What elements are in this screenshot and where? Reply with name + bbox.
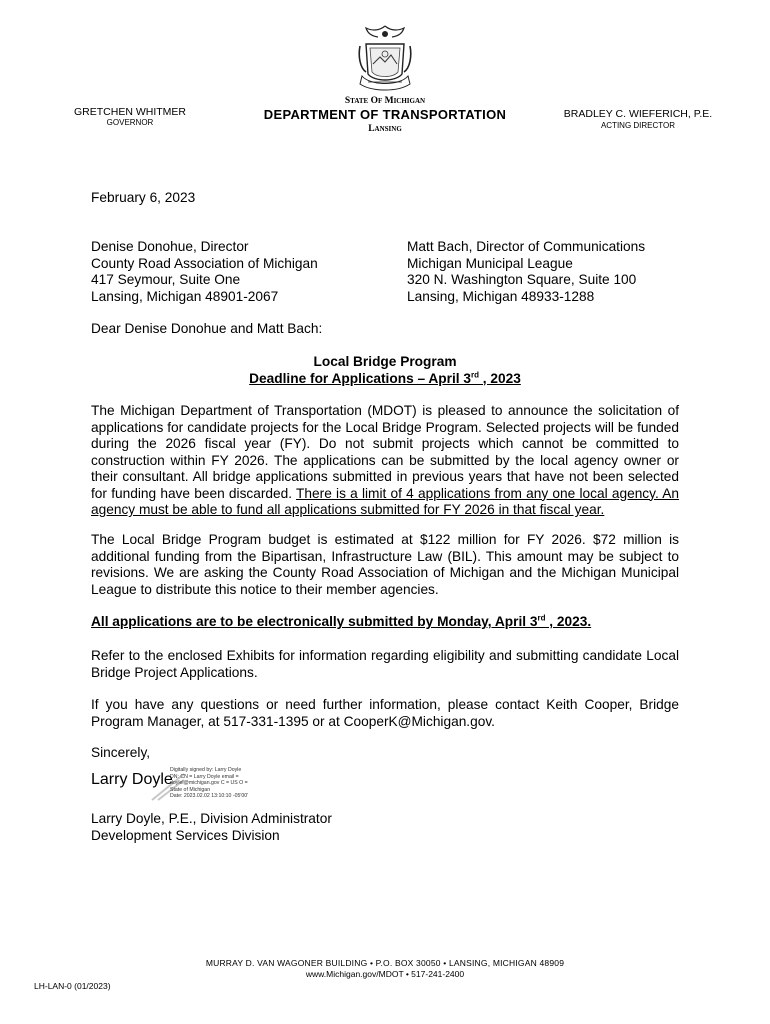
signer-name-title: Larry Doyle, P.E., Division Administrator [91,811,332,826]
notice-ordinal: rd [537,613,546,623]
address-line: Matt Bach, Director of Communications [407,239,646,254]
digital-signature-line: DN: CN = Larry Doyle email = [170,773,239,780]
digital-signature-line: Date: 2023.02.02 13:10:10 -05'00' [170,793,249,800]
digital-signature-line: State of Michigan [170,786,211,793]
address-line: 320 N. Washington Square, Suite 100 [407,272,637,287]
address-line: Michigan Municipal League [407,255,573,271]
footer-address: MURRAY D. VAN WAGONER BUILDING • P.O. BOX 30050 • LANSING, MICHIGAN 48909 [205,958,565,968]
footer-web-phone: www.Michigan.gov/MDOT • 517-241-2400 [305,969,465,979]
deadline-year: , 2023 [478,370,521,386]
signature-name: Larry Doyle [91,771,173,788]
address-line: Lansing, Michigan 48933-1288 [407,288,595,304]
closing: Sincerely, [91,745,151,760]
director-title: ACTING DIRECTOR [600,121,676,130]
digital-signature-block [170,767,250,800]
address-line: Lansing, Michigan 48901-2067 [91,288,279,304]
digital-signature-line: doylel@michigan.gov C = US O = [170,780,248,787]
paragraph-text: The Michigan Department of Transportation (MDOT) is pleased to announce the solicitation of applications for candidate projects for the Local Bridge Program. Selected projects will be funded during the 2026 fiscal year (FY). Do not submit projects which cannot be committed to construction within FY 2026. The applications can be submitted by the local agency owner or their consultant. All bridge applications submitted in previous years that have not been selected for funding have been discarded. [91,403,679,501]
subject-title: Local Bridge Program [313,354,457,369]
notice-year: , 2023. [545,614,592,629]
application-limit-notice: There is a limit of 4 applications from any one local agency. An agency must be able to fund all applications submitted for FY 2026 in that fiscal year. [91,485,679,517]
recipient-address-left [91,239,318,305]
submission-deadline-notice [91,614,679,631]
department-name: DEPARTMENT OF TRANSPORTATION [263,107,507,122]
deadline-ordinal: rd [470,369,479,379]
director-name: BRADLEY C. WIEFERICH, P.E. [563,108,713,120]
subject-deadline [91,371,679,388]
paragraph-contact: If you have any questions or need further information, please contact Keith Cooper, Bridge Program Manager, at 517-331-1395 or at CooperK@Michigan.gov. [91,697,679,729]
paragraph-budget: The Local Bridge Program budget is estimated at $122 million for FY 2026. $72 million is additional funding from the Bipartisan, Infrastructure Law (BIL). This amount may be subject to revisions. We are asking the County Road Association of Michigan and the Michigan Municipal League to distribute this notice to their member agencies. [91,532,679,597]
signer-division: Development Services Division [91,827,280,843]
address-line: 417 Seymour, Suite One [91,272,241,287]
state-name: State Of Michigan [344,96,426,106]
signer-block [91,811,332,844]
address-line: County Road Association of Michigan [91,255,318,271]
michigan-state-seal [356,24,414,92]
salutation: Dear Denise Donohue and Matt Bach: [91,321,323,336]
digital-signature-line: Digitally signed by: Larry Doyle [170,767,242,773]
paragraph-exhibits: Refer to the enclosed Exhibits for information regarding eligibility and submitting candidate Local Bridge Project Applications. [91,648,679,680]
paragraph-solicitation [91,403,679,519]
deadline-text: Deadline for Applications – April 3 [249,370,471,386]
governor-name: GRETCHEN WHITMER [74,106,186,118]
letter-date: February 6, 2023 [91,190,196,205]
form-number: LH-LAN-0 (01/2023) [34,981,111,991]
recipient-address-right [407,239,645,305]
address-line: Denise Donohue, Director [91,239,249,254]
governor-title: GOVERNOR [106,118,154,127]
subject-block [91,354,679,387]
notice-text: All applications are to be electronically submitted by Monday, April 3 [91,614,538,629]
city-name: Lansing [368,124,402,134]
